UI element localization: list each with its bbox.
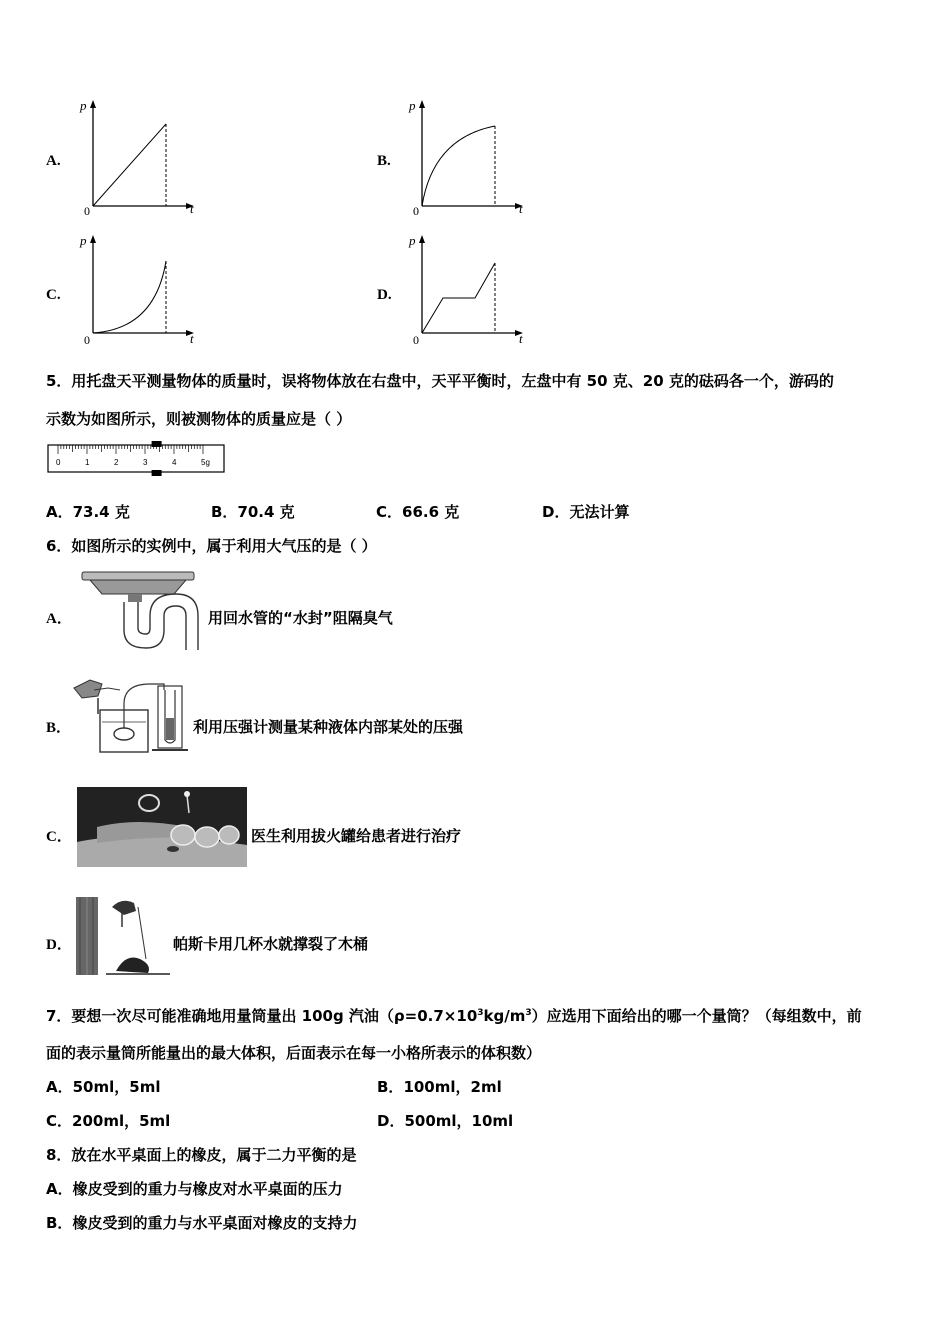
- graph-b: [409, 98, 529, 216]
- sink-trap-icon: [80, 568, 205, 653]
- q5-option-d: D．无法计算: [542, 503, 630, 521]
- origin-label: 0: [413, 204, 419, 218]
- pascal-barrel-icon: [76, 897, 172, 977]
- q7-option-d: D．500ml，10ml: [377, 1112, 514, 1130]
- rider-scale-ruler: [47, 440, 227, 478]
- q6-option-b-label: B．: [46, 720, 72, 736]
- origin-label: 0: [84, 333, 90, 347]
- ruler-tick-label: 0: [56, 458, 61, 467]
- option-label-c: C.: [46, 287, 61, 303]
- q6-option-d-text: 帕斯卡用几杯水就撑裂了木桶: [173, 935, 369, 953]
- ruler-tick-label: 5g: [201, 458, 210, 467]
- origin-label: 0: [413, 333, 419, 347]
- ruler-tick-label: 2: [114, 458, 119, 467]
- x-axis-label: t: [519, 331, 523, 346]
- q5-option-a: A．73.4 克: [46, 503, 130, 521]
- q7-option-c: C．200ml，5ml: [46, 1112, 171, 1130]
- ruler-tick-label: 4: [172, 458, 177, 467]
- q6-stem: 6．如图所示的实例中，属于利用大气压的是（ ）: [46, 537, 377, 555]
- q8-stem: 8．放在水平桌面上的橡皮，属于二力平衡的是: [46, 1146, 357, 1164]
- q5-stem-line2: 示数为如图所示，则被测物体的质量应是（ ）: [46, 410, 352, 428]
- q7-stem-line2: 面的表示量筒所能量出的最大体积，后面表示在每一小格所表示的体积数）: [46, 1044, 542, 1062]
- origin-label: 0: [84, 204, 90, 218]
- x-axis-label: t: [190, 201, 194, 216]
- q6-option-a-text: 用回水管的“水封”阻隔臭气: [208, 609, 393, 627]
- y-axis-label: p: [409, 98, 416, 113]
- q8-option-b: B．橡皮受到的重力与水平桌面对橡皮的支持力: [46, 1214, 358, 1232]
- rider-marker-bottom: [152, 470, 162, 476]
- q7-option-a: A．50ml，5ml: [46, 1078, 161, 1096]
- y-axis-label: p: [80, 233, 87, 248]
- option-label-d: D.: [377, 287, 392, 303]
- ruler-tick-label: 3: [143, 458, 148, 467]
- q6-option-c-text: 医生利用拔火罐给患者进行治疗: [251, 827, 462, 845]
- option-label-a: A.: [46, 153, 61, 169]
- q5-option-b: B．70.4 克: [211, 503, 295, 521]
- q7-stem-line1: 7．要想一次尽可能准确地用量筒量出 100g 汽油$(\rho=0.7\times 10^3kg/m^3)$应选用下面给出的哪一个量筒？（每组数中，前: [46, 1007, 862, 1025]
- rider-marker-top: [152, 441, 162, 447]
- y-axis-label: p: [409, 233, 416, 248]
- q7-option-b: B．100ml，2ml: [377, 1078, 502, 1096]
- y-axis-label: p: [80, 98, 87, 113]
- graph-d: [409, 233, 529, 351]
- q6-option-d-label: D．: [46, 937, 72, 953]
- q5-option-c: C．66.6 克: [376, 503, 460, 521]
- graph-c: [80, 233, 200, 351]
- q5-stem-line1: 5．用托盘天平测量物体的质量时，误将物体放在右盘中，天平平衡时，左盘中有 50 克、20 克的砝码各一个，游码的: [46, 372, 834, 390]
- manometer-icon: [72, 674, 192, 756]
- q8-option-a: A．橡皮受到的重力与橡皮对水平桌面的压力: [46, 1180, 343, 1198]
- q6-option-a-label: A．: [46, 611, 72, 627]
- x-axis-label: t: [190, 331, 194, 346]
- cupping-photo: [77, 787, 247, 867]
- x-axis-label: t: [519, 201, 523, 216]
- q6-option-c-label: C．: [46, 829, 72, 845]
- q6-option-b-text: 利用压强计测量某种液体内部某处的压强: [193, 718, 464, 736]
- option-label-b: B.: [377, 153, 391, 169]
- graph-a: [80, 98, 200, 216]
- ruler-tick-label: 1: [85, 458, 90, 467]
